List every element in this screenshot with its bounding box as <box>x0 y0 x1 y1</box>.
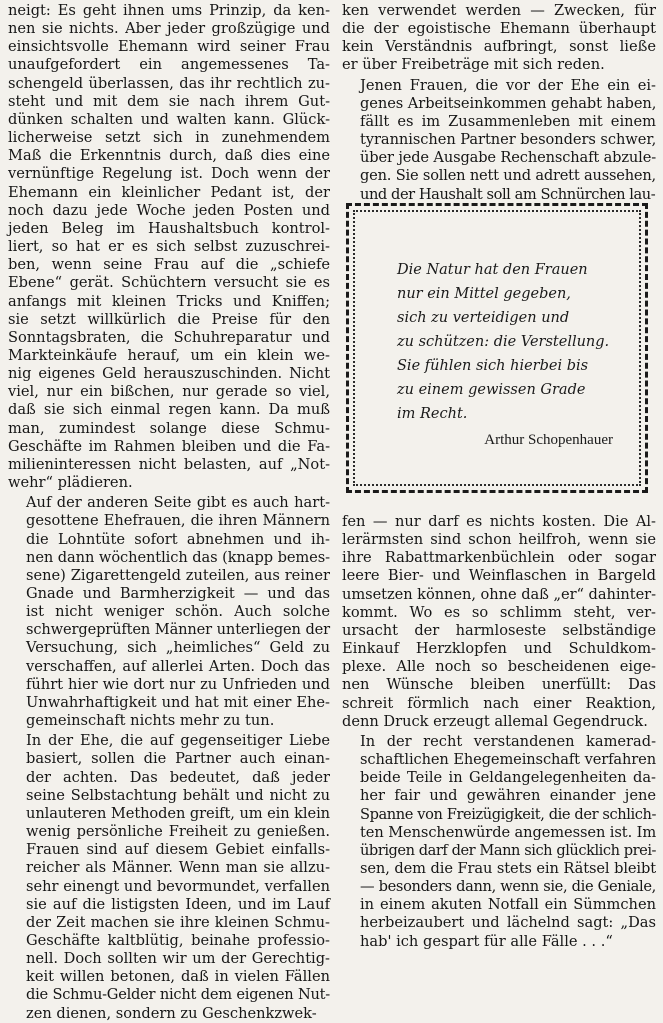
right-top-text-column <box>342 2 656 204</box>
text-line: Ehemann ein kleinlicher Pedant ist, der <box>8 183 330 201</box>
text-line: wehr“ plädieren. <box>8 474 133 492</box>
text-line: Geschäfte kaltblütig, beinahe professio- <box>26 931 330 949</box>
text-line: nig eigenes Geld herauszuschinden. Nicht <box>8 365 330 383</box>
text-line: steht und mit dem sie nach ihrem Gut- <box>8 92 330 110</box>
text-line: nen dann wöchentlich das (knapp bemes- <box>26 548 330 566</box>
quote-author: Arthur Schopenhauer <box>484 432 613 448</box>
text-line: licherweise setzt sich in zunehmendem <box>8 129 330 147</box>
text-line: die Schmu-Gelder nicht dem eigenen Nut- <box>26 986 330 1004</box>
quote-line: sich zu verteidigen und <box>397 310 570 326</box>
text-line: die der egoistische Ehemann überhaupt <box>342 20 656 38</box>
quote-line: zu einem gewissen Grade <box>397 382 586 398</box>
text-line: zen dienen, sondern zu Geschenkzwek- <box>26 1004 317 1022</box>
text-line: neigt: Es geht ihnen ums Prinzip, da ken- <box>8 2 330 19</box>
text-line: kommt. Wo es so schlimm steht, ver- <box>342 603 656 621</box>
paragraph <box>8 494 330 730</box>
text-line: tyrannischen Partner besonders schwer, <box>360 131 657 149</box>
text-line: Jenen Frauen, die vor der Ehe ein ei- <box>360 76 656 94</box>
left-text-column <box>8 2 330 1023</box>
text-line: — besonders dann, wenn sie, die Geniale, <box>360 878 656 896</box>
right-bottom-text-column <box>342 513 656 951</box>
text-line: Versuchung, sich „heimliches“ Geld zu <box>26 639 330 657</box>
text-line: Unwahrhaftigkeit und hat mit einer Ehe- <box>26 693 330 711</box>
text-line: ist nicht weniger schön. Auch solche <box>26 603 330 621</box>
text-line: gen. Sie sollen nett und adrett aussehen, <box>360 167 656 185</box>
text-line: liert, so hat er es sich selbst zuzuschrei- <box>8 238 330 256</box>
text-line: herbeizaubert und lächelnd sagt: „Das <box>360 914 656 932</box>
text-line: er über Freibeträge mit sich reden. <box>342 56 605 74</box>
text-line: der Zeit machen sie ihre kleinen Schmu- <box>26 913 330 931</box>
text-line: übrigen darf der Mann sich glücklich prei- <box>360 841 656 859</box>
text-line: jeden Beleg im Haushaltsbuch kontrol- <box>8 219 330 237</box>
text-line: noch dazu jede Woche jeden Posten und <box>8 201 330 219</box>
quote-line: Die Natur hat den Frauen <box>397 262 588 278</box>
text-line: Sonntagsbraten, die Schuhreparatur und <box>8 328 330 346</box>
text-line: die Lohntüte sofort abnehmen und ih- <box>26 530 330 548</box>
text-line: her fair und gewähren einander jene <box>360 787 656 805</box>
quote-line: im Recht. <box>397 406 468 422</box>
paragraph <box>8 2 330 492</box>
paragraph <box>342 2 656 75</box>
text-line: ten Menschenwürde angemessen ist. Im <box>360 823 657 841</box>
text-line: schwergeprüften Männer unterliegen der <box>26 621 330 639</box>
text-line: Einkauf Herzklopfen und Schuldkom- <box>342 640 656 658</box>
text-line: genes Arbeitseinkommen gehabt haben, <box>360 94 657 112</box>
text-line: man, zumindest solange diese Schmu- <box>8 419 330 437</box>
text-line: seine Selbstachtung behält und nicht zu <box>26 786 330 804</box>
text-line: Spanne von Freizügigkeit, die der schlich- <box>360 805 656 823</box>
text-line: ken verwendet werden — Zwecken, für <box>342 2 656 19</box>
quote-line: nur ein Mittel gegeben, <box>397 286 571 302</box>
quote-line: Sie fühlen sich hierbei bis <box>397 358 589 374</box>
text-line: viel, nur ein bißchen, nur gerade so viel, <box>8 383 330 401</box>
text-line: sie auf die listigsten Ideen, und im Lauf <box>26 895 330 913</box>
text-line: In der Ehe, die auf gegenseitiger Liebe <box>26 732 330 750</box>
text-line: in einem akuten Notfall ein Sümmchen <box>360 896 656 914</box>
text-line: sehr einengt und bevormundet, verfallen <box>26 877 330 895</box>
quote-text <box>397 258 637 426</box>
paragraph <box>342 77 656 204</box>
text-line: ursacht der harmloseste selbständige <box>342 621 656 639</box>
text-line: basiert, sollen die Partner auch einan- <box>26 750 330 768</box>
text-line: nen Wünsche bleiben unerfüllt: Das <box>342 676 656 694</box>
text-line: und der Haushalt soll am Schnürchen lau- <box>360 185 656 203</box>
text-line: leere Bier- und Weinflaschen in Bargeld <box>342 567 656 585</box>
text-line: dünken schalten und walten kann. Glück- <box>8 110 330 128</box>
text-line: ihre Rabattmarkenbüchlein oder sogar <box>342 549 656 567</box>
text-line: nen sie nichts. Aber jeder großzügige und <box>8 20 330 38</box>
quote-box <box>346 203 648 493</box>
text-line: kein Verständnis aufbringt, sonst ließe <box>342 38 656 56</box>
text-line: über jede Ausgabe Rechenschaft abzule- <box>360 149 656 167</box>
text-line: umsetzen können, ohne daß „er“ dahinter- <box>342 585 656 603</box>
text-line: schaftlichen Ehegemeinschaft verfahren <box>360 751 656 769</box>
paragraph <box>342 733 656 951</box>
text-line: gemeinschaft nichts mehr zu tun. <box>26 712 275 730</box>
text-line: beide Teile in Geldangelegenheiten da- <box>360 769 656 787</box>
text-line: lerärmsten sind schon heilfroh, wenn sie <box>342 531 656 549</box>
text-line: gesottene Ehefrauen, die ihren Männern <box>26 512 330 530</box>
text-line: schreit förmlich nach einer Reaktion, <box>342 694 656 712</box>
text-line: sie setzt willkürlich die Preise für den <box>8 310 330 328</box>
text-line: fällt es im Zusammenleben mit einem <box>360 112 656 130</box>
text-line: unaufgefordert ein angemessenes Ta- <box>8 56 330 74</box>
quote-line: zu schützen: die Verstellung. <box>397 334 610 350</box>
text-line: Geschäfte im Rahmen bleiben und die Fa- <box>8 437 330 455</box>
text-line: sen, dem die Frau stets ein Rätsel bleibt <box>360 859 656 877</box>
text-line: hab' ich gespart für alle Fälle . . .“ <box>360 932 613 950</box>
text-line: Maß die Erkenntnis durch, daß dies eine <box>8 147 330 165</box>
text-line: milieninteressen nicht belasten, auf „Not- <box>8 455 330 473</box>
text-line: führt hier wie dort nur zu Unfrieden und <box>26 675 330 693</box>
text-line: Auf der anderen Seite gibt es auch hart- <box>26 494 330 512</box>
text-line: einsichtsvolle Ehemann wird seiner Frau <box>8 38 330 56</box>
text-line: nell. Doch sollten wir um der Gerechtig- <box>26 950 330 968</box>
text-line: der achten. Das bedeutet, daß jeder <box>26 768 330 786</box>
text-line: fen — nur darf es nichts kosten. Die Al- <box>342 513 656 530</box>
text-line: vernünftige Regelung ist. Doch wenn der <box>8 165 330 183</box>
text-line: anfangs mit kleinen Tricks und Kniffen; <box>8 292 330 310</box>
text-line: Markteinkäufe herauf, um ein klein we- <box>8 346 330 364</box>
text-line: ben, wenn seine Frau auf die „schiefe <box>8 256 330 274</box>
paragraph <box>342 513 656 731</box>
text-line: Ebene“ gerät. Schüchtern versucht sie es <box>8 274 330 292</box>
text-line: In der recht verstandenen kamerad- <box>360 732 656 750</box>
paragraph <box>8 732 330 1023</box>
text-line: verschaffen, auf allerlei Arten. Doch das <box>26 657 330 675</box>
text-line: sene) Zigarettengeld zuteilen, aus reiner <box>26 566 330 584</box>
text-line: unlauteren Methoden greift, um ein klein <box>26 804 330 822</box>
text-line: schengeld überlassen, das ihr rechtlich zu- <box>8 74 330 92</box>
text-line: Frauen sind auf diesem Gebiet einfalls- <box>26 841 330 859</box>
text-line: daß sie sich einmal regen kann. Da muß <box>8 401 330 419</box>
text-line: reicher als Männer. Wenn man sie allzu- <box>26 859 330 877</box>
text-line: wenig persönliche Freiheit zu genießen. <box>26 823 330 841</box>
text-line: Gnade und Barmherzigkeit — und das <box>26 585 330 602</box>
text-line: plexe. Alle noch so bescheidenen eige- <box>342 658 656 676</box>
text-line: keit willen betonen, daß in vielen Fällen <box>26 968 330 986</box>
text-line: denn Druck erzeugt allemal Gegendruck. <box>342 712 648 730</box>
